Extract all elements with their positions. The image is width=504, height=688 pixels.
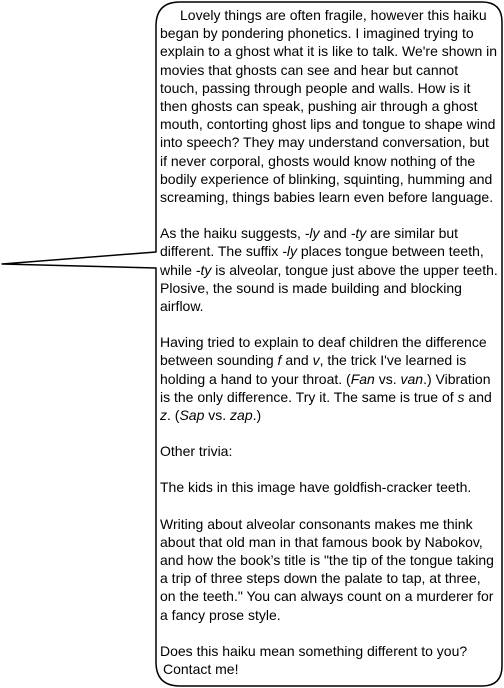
paragraph-other-trivia: Other trivia: — [160, 443, 233, 460]
paragraph-deaf-children: Having tried to explain to deaf children the difference between sounding f and v, the trick I've learned is holding a hand to your throat. (Fan vs. van.) Vibration is the only difference. Try it. The same is true of s and z. (Sap vs. zap.) — [160, 334, 492, 424]
paragraph-suffixes: As the haiku suggests, -ly and -ty are similar but different. The suffix -ly places tongue between teeth, while -ty is alveolar, tongue just above the upper teeth. Plosive, the sound is made building and blocking airflow. — [160, 225, 498, 315]
paragraph-nabokov: Writing about alveolar consonants makes me think about that old man in that famous book by Nabokov, and how the book’s title is "the tip of the tongue taking a trip of three steps down the palate to tap, at three, on the teeth." You can always count on a murderer for a fancy prose style. — [160, 515, 494, 623]
speech-bubble-text — [160, 6, 498, 678]
paragraph-goldfish-teeth: The kids in this image have goldfish-cracker teeth. — [160, 479, 472, 496]
paragraph-ghost-intro: Lovely things are often fragile, however this haiku began by pondering phonetics. I imagined trying to explain to a ghost what it is like to talk. We're shown in movies that ghosts can see and hear but cannot touch, passing through people and walls. How is it then ghosts can speak, pushing air through a ghost mouth, contorting ghost lips and tongue to shape wind into speech? They may understand conversation, but if never corporal, ghosts would know nothing of the bodily experience of blinking, squinting, humming and screaming, things babies learn even before language. — [160, 7, 498, 206]
closing-question: Does this haiku mean something different to you? — [160, 642, 468, 659]
contact-me-link[interactable]: Contact me! — [163, 661, 239, 678]
paragraph-closing — [160, 642, 498, 678]
